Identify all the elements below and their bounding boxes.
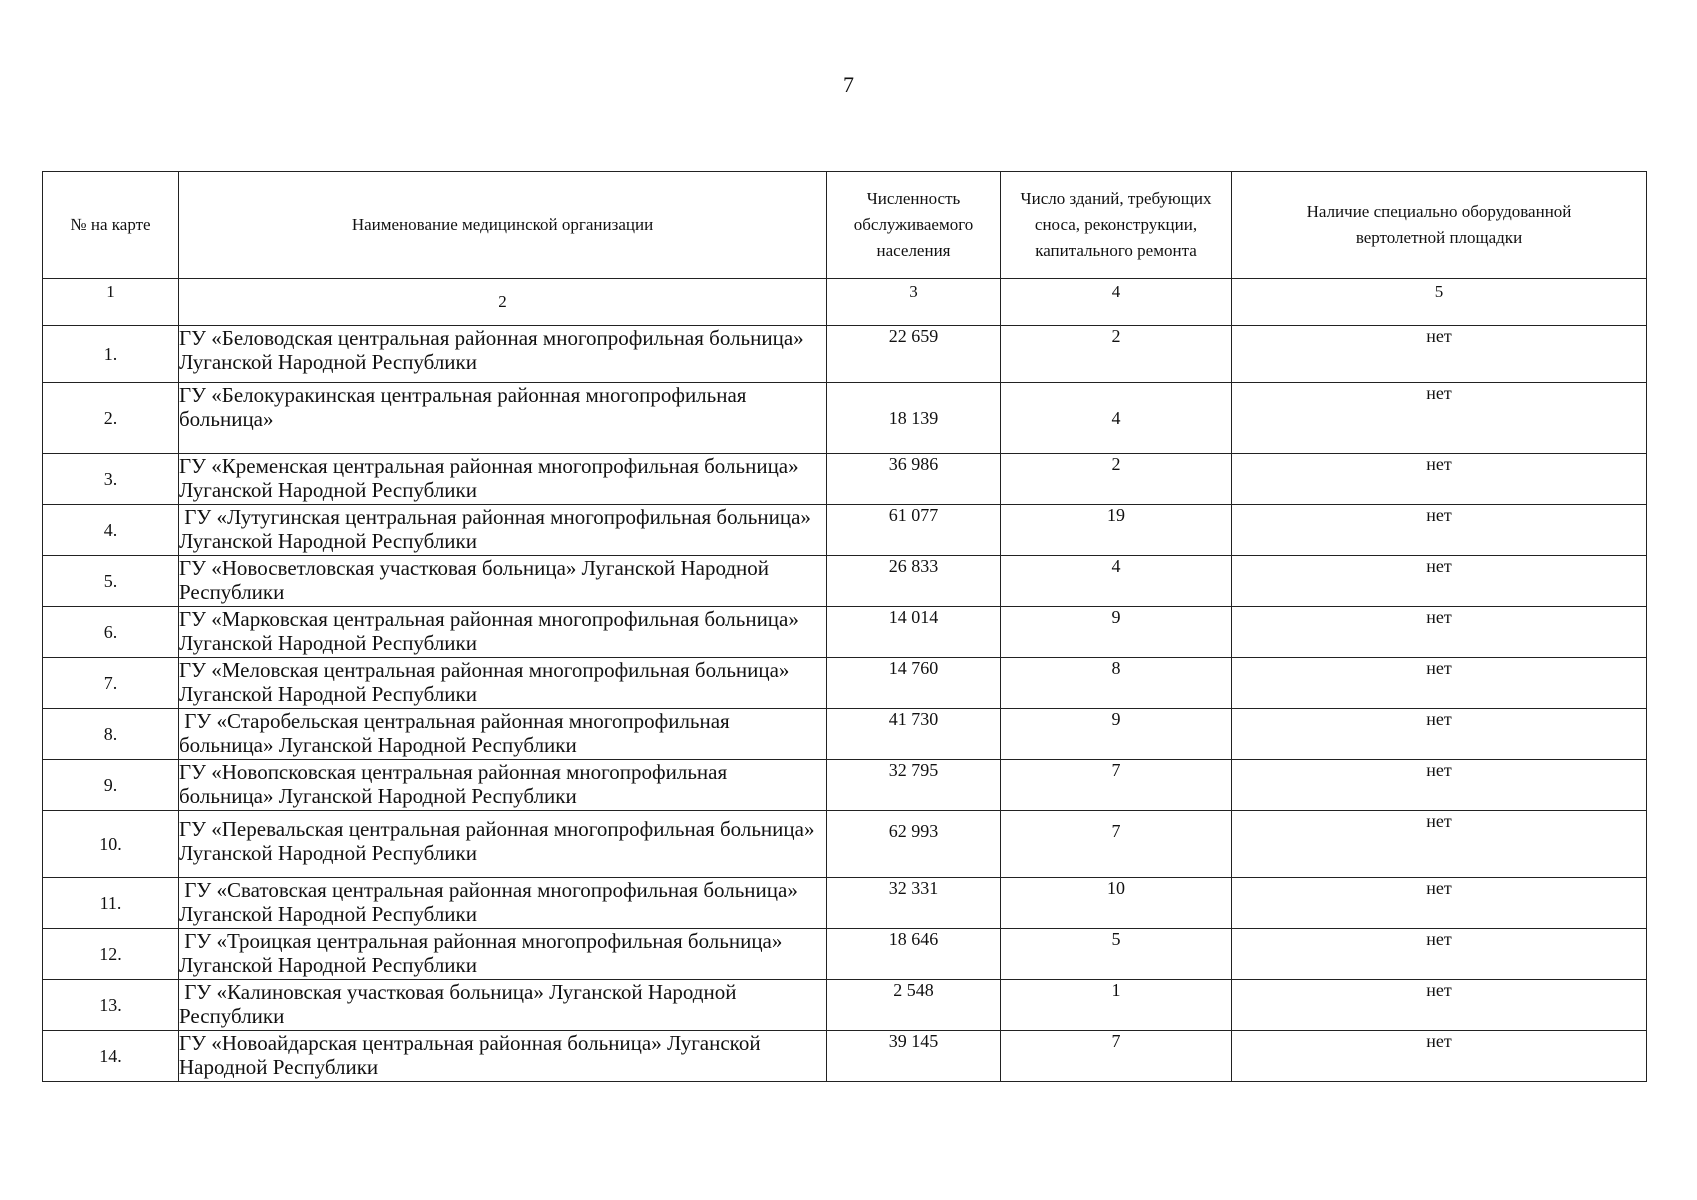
row-number: 12. xyxy=(43,929,179,980)
table-row xyxy=(43,383,1647,454)
table-row xyxy=(43,878,1647,929)
buildings-value: 1 xyxy=(1001,980,1232,1031)
page-number: 7 xyxy=(843,72,854,97)
header-buildings: Число зданий, требующих сноса, реконструкции, капитального ремонта xyxy=(1001,172,1232,279)
organization-name: ГУ «Меловская центральная районная многопрофильная больница» Луганской Народной Республики xyxy=(179,658,827,709)
helipad-value: нет xyxy=(1232,454,1647,505)
table-row xyxy=(43,658,1647,709)
population-value: 14 760 xyxy=(827,658,1001,709)
table-row xyxy=(43,505,1647,556)
row-number: 6. xyxy=(43,607,179,658)
table-row xyxy=(43,607,1647,658)
organization-name: ГУ «Беловодская центральная районная многопрофильная больница» Луганской Народной Республики xyxy=(179,326,827,383)
row-number: 11. xyxy=(43,878,179,929)
row-number: 5. xyxy=(43,556,179,607)
organization-name: ГУ «Троицкая центральная районная многопрофильная больница» Луганской Народной Республики xyxy=(179,929,827,980)
helipad-value: нет xyxy=(1232,658,1647,709)
table-row xyxy=(43,980,1647,1031)
organization-name: ГУ «Старобельская центральная районная многопрофильная больница» Луганской Народной Республики xyxy=(179,709,827,760)
row-number: 13. xyxy=(43,980,179,1031)
table-row xyxy=(43,1031,1647,1082)
population-value: 41 730 xyxy=(827,709,1001,760)
buildings-value: 7 xyxy=(1001,811,1232,878)
row-number: 4. xyxy=(43,505,179,556)
organization-name: ГУ «Калиновская участковая больница» Луганской Народной Республики xyxy=(179,980,827,1031)
table-row xyxy=(43,709,1647,760)
population-value: 14 014 xyxy=(827,607,1001,658)
helipad-value: нет xyxy=(1232,709,1647,760)
table-row xyxy=(43,454,1647,505)
table-row xyxy=(43,811,1647,878)
organization-name: ГУ «Марковская центральная районная многопрофильная больница» Луганской Народной Республики xyxy=(179,607,827,658)
population-value: 62 993 xyxy=(827,811,1001,878)
buildings-value: 2 xyxy=(1001,326,1232,383)
helipad-value: нет xyxy=(1232,1031,1647,1082)
table-row xyxy=(43,326,1647,383)
organization-name: ГУ «Лутугинская центральная районная многопрофильная больница» Луганской Народной Республики xyxy=(179,505,827,556)
buildings-value: 7 xyxy=(1001,1031,1232,1082)
helipad-value: нет xyxy=(1232,878,1647,929)
row-number: 3. xyxy=(43,454,179,505)
header-population: Численность обслуживаемого населения xyxy=(827,172,1001,279)
organization-name: ГУ «Новопсковская центральная районная многопрофильная больница» Луганской Народной Республики xyxy=(179,760,827,811)
table-row xyxy=(43,556,1647,607)
organization-name: ГУ «Новоайдарская центральная районная больница» Луганской Народной Республики xyxy=(179,1031,827,1082)
population-value: 18 646 xyxy=(827,929,1001,980)
hospitals-table xyxy=(42,171,1647,1082)
helipad-value: нет xyxy=(1232,607,1647,658)
organization-name: ГУ «Новосветловская участковая больница» Луганской Народной Республики xyxy=(179,556,827,607)
row-number: 1. xyxy=(43,326,179,383)
column-number-row xyxy=(43,279,1647,326)
population-value: 22 659 xyxy=(827,326,1001,383)
organization-name: ГУ «Кременская центральная районная многопрофильная больница» Луганской Народной Республики xyxy=(179,454,827,505)
header-organization-name: Наименование медицинской организации xyxy=(179,172,827,279)
buildings-value: 10 xyxy=(1001,878,1232,929)
column-number: 4 xyxy=(1001,279,1232,326)
population-value: 2 548 xyxy=(827,980,1001,1031)
column-number: 3 xyxy=(827,279,1001,326)
buildings-value: 7 xyxy=(1001,760,1232,811)
row-number: 9. xyxy=(43,760,179,811)
population-value: 18 139 xyxy=(827,383,1001,454)
population-value: 32 331 xyxy=(827,878,1001,929)
helipad-value: нет xyxy=(1232,980,1647,1031)
population-value: 36 986 xyxy=(827,454,1001,505)
organization-name: ГУ «Белокуракинская центральная районная многопрофильная больница» xyxy=(179,383,827,454)
population-value: 61 077 xyxy=(827,505,1001,556)
column-number: 5 xyxy=(1232,279,1647,326)
column-number: 1 xyxy=(43,279,179,326)
helipad-value: нет xyxy=(1232,760,1647,811)
helipad-value: нет xyxy=(1232,556,1647,607)
helipad-value: нет xyxy=(1232,383,1647,454)
organization-name: ГУ «Перевальская центральная районная многопрофильная больница» Луганской Народной Республики xyxy=(179,811,827,878)
organization-name: ГУ «Сватовская центральная районная многопрофильная больница» Луганской Народной Республики xyxy=(179,878,827,929)
header-map-number: № на карте xyxy=(43,172,179,279)
buildings-value: 9 xyxy=(1001,709,1232,760)
buildings-value: 4 xyxy=(1001,383,1232,454)
row-number: 2. xyxy=(43,383,179,454)
buildings-value: 9 xyxy=(1001,607,1232,658)
buildings-value: 5 xyxy=(1001,929,1232,980)
buildings-value: 4 xyxy=(1001,556,1232,607)
row-number: 7. xyxy=(43,658,179,709)
helipad-value: нет xyxy=(1232,326,1647,383)
header-helipad: Наличие специально оборудованной вертолетной площадки xyxy=(1232,172,1647,279)
column-number: 2 xyxy=(179,279,827,326)
table-row xyxy=(43,929,1647,980)
buildings-value: 19 xyxy=(1001,505,1232,556)
table-row xyxy=(43,760,1647,811)
row-number: 10. xyxy=(43,811,179,878)
row-number: 14. xyxy=(43,1031,179,1082)
header-row xyxy=(43,172,1647,279)
helipad-value: нет xyxy=(1232,929,1647,980)
buildings-value: 8 xyxy=(1001,658,1232,709)
buildings-value: 2 xyxy=(1001,454,1232,505)
population-value: 32 795 xyxy=(827,760,1001,811)
row-number: 8. xyxy=(43,709,179,760)
helipad-value: нет xyxy=(1232,505,1647,556)
helipad-value: нет xyxy=(1232,811,1647,878)
population-value: 26 833 xyxy=(827,556,1001,607)
population-value: 39 145 xyxy=(827,1031,1001,1082)
